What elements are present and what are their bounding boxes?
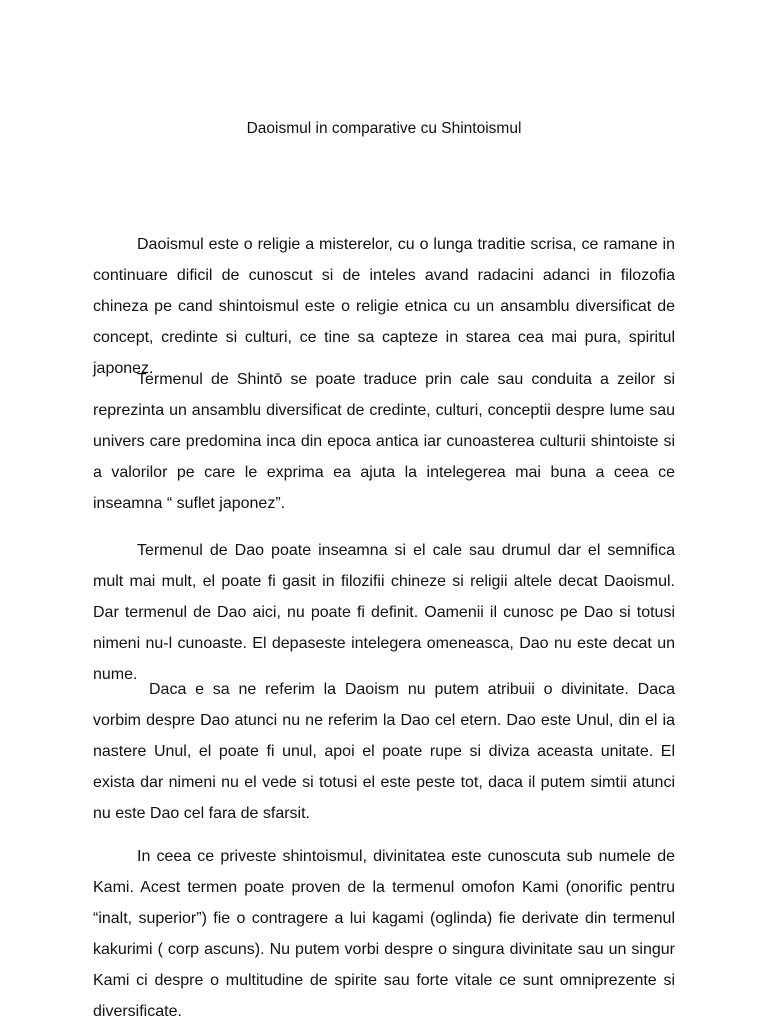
paragraph-shinto-kami: In ceea ce priveste shintoismul, divinitatea este cunoscuta sub numele de Kami. Acest termen poate proven de la termenul omofon Kami (onorific pentru “inalt, superior”) fie o contragere a lui kagami (oglinda) fie derivate din termenul kakurimi ( corp ascuns). Nu putem vorbi despre o singura divinitate sau un singur Kami ci despre o multitudine de spirite sau forte vitale ce sunt omniprezente si diversificate.	[93, 848, 675, 1020]
document-title: Daoismul in comparative cu Shintoismul	[246, 120, 522, 137]
paragraph-daoism-intro: Daoismul este o religie a misterelor, cu o lunga traditie scrisa, ce ramane in continuare dificil de cunoscut si de inteles avand radacini adanci in filozofia chineza pe cand shintoismul este o religie etnica cu un ansamblu diversificat de concept, credinte si culturi, ce tine sa capteze in starea cea mai pura, spiritul japonez.	[93, 236, 675, 377]
paragraph-dao-term: Termenul de Dao poate inseamna si el cale sau drumul dar el semnifica mult mai mult, el poate fi gasit in filozifii chineze si religii altele decat Daoismul. Dar termenul de Dao aici, nu poate fi definit. Oamenii il cunosc pe Dao si totusi nimeni nu-l cunoaste. El depaseste intelegera omeneasca, Dao nu este decat un nume.	[93, 542, 675, 683]
paragraph-daoism-divinity: Daca e sa ne referim la Daoism nu putem atribuii o divinitate. Daca vorbim despre Dao atunci nu ne referim la Dao cel etern. Dao este Unul, din el ia nastere Unul, el poate fi unul, apoi el poate rupe si diviza aceasta unitate. El exista dar nimeni nu el vede si totusi el este peste tot, daca il putem simtii atunci nu este Dao cel fara de sfarsit.	[93, 681, 675, 822]
paragraph-shinto-term: Termenul de Shintō se poate traduce prin cale sau conduita a zeilor si reprezinta un ansamblu diversificat de credinte, culturi, conceptii despre lume sau univers care predomina inca din epoca antica iar cunoasterea culturii shintoiste si a valorilor pe care le exprima ea ajuta la intelegerea mai buna a ceea ce inseamna “ suflet japonez”.	[93, 371, 675, 512]
